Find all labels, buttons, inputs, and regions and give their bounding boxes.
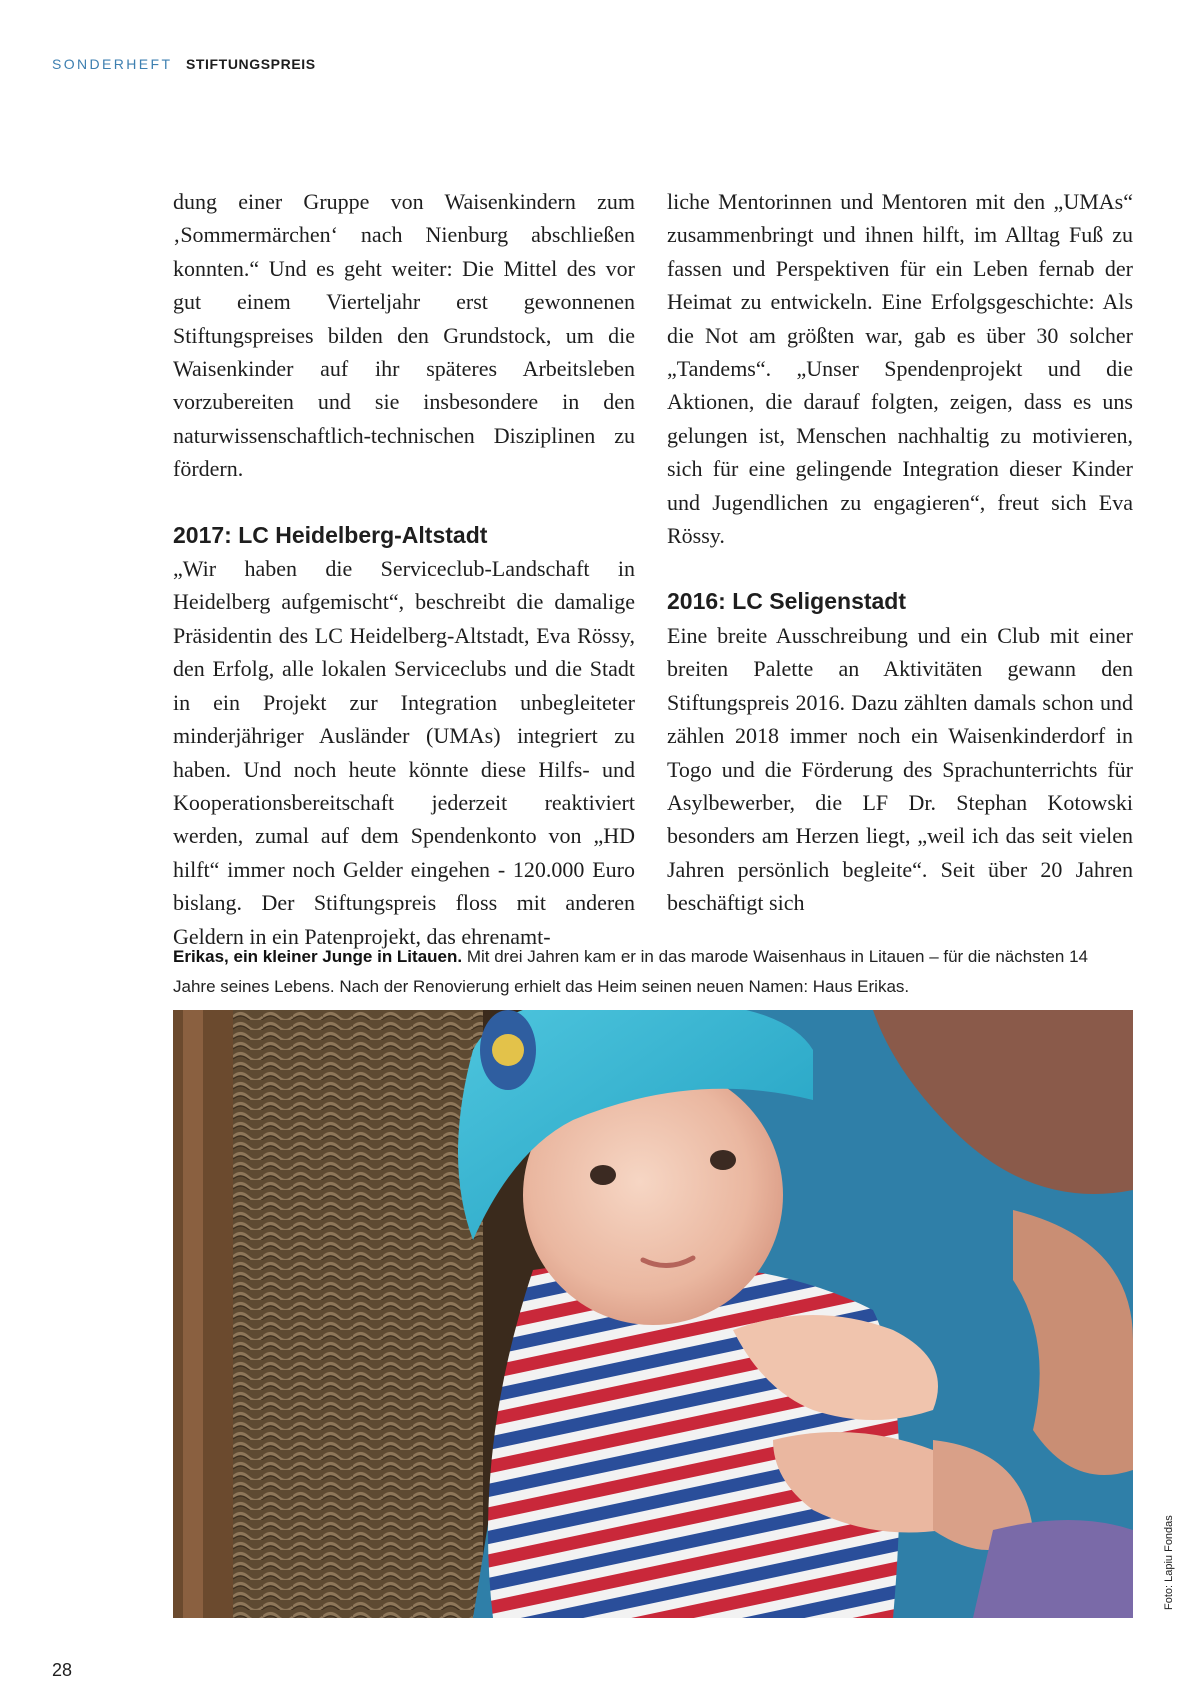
photo-child-erikas bbox=[173, 1010, 1133, 1618]
right-paragraph-2: Eine breite Ausschreibung und ein Club mit einer breiten Palette an Aktivitäten gewann den Stiftungspreis 2016. Dazu zählten damals schon und zählen 2018 immer noch ein Waisenkinderdorf in Togo und die Förderung des Sprachunterrichts für Asylbewerber, die LF Dr. Stephan Kotowski besonders am Herzen liegt, „weil ich das seit vielen Jahren persönlich begleite“. Seit über 20 Jahren beschäftigt sich bbox=[667, 622, 1133, 916]
running-header bbox=[52, 56, 316, 72]
heading-2017: 2017: LC Heidelberg-Altstadt bbox=[173, 521, 488, 548]
left-paragraph-2: „Wir haben die Serviceclub-Landschaft in Heidelberg aufgemischt“, beschreibt die damalige Präsidentin des LC Heidelberg-Altstadt, Eva Rössy, den Erfolg, alle lokalen Serviceclubs und die Stadt in ein Projekt zur Integration unbegleiteter minderjähriger Ausländer (UMAs) integriert zu haben. Und noch heute könnte diese Hilfs- und Kooperationsbereitschaft jederzeit reaktiviert werden, zumal auf dem Spendenkonto von „HD hilft“ immer noch Gelder eingehen - 120.000 Euro bislang. Der Stiftungspreis floss mit anderen Geldern in ein Patenprojekt, das ehrenamt- bbox=[173, 556, 635, 949]
left-paragraph-1: dung einer Gruppe von Waisenkindern zum ‚Sommermärchen‘ nach Nienburg abschließen konnten.“ Und es geht weiter: Die Mittel des vor gut einem Vierteljahr erst gewonnenen Stiftungspreises bilden den Grundstock, um die Waisenkinder auf ihr späteres Arbeitsleben vorzubereiten und sie insbesondere in den naturwissenschaftlich-technischen Disziplinen zu fördern. bbox=[173, 189, 635, 482]
right-column bbox=[667, 185, 1133, 920]
page-number: 28 bbox=[52, 1660, 73, 1680]
heading-2016: 2016: LC Seligenstadt bbox=[667, 588, 907, 615]
right-paragraph-1: liche Mentorinnen und Mentoren mit den „UMAs“ zusammenbringt und ihnen hilft, im Alltag Fuß zu fassen und Perspektiven für ein Leben fernab der Heimat zu entwickeln. Eine Erfolgsgeschichte: Als die Not am größten war, gab es über 30 solcher „Tandems“. „Unser Spendenprojekt und die Aktionen, die darauf folgten, zeigen, dass es uns gelungen ist, Menschen nachhaltig zu motivieren, sich für eine gelingende Integration dieser Kinder und Jugendlichen zu engagieren“, freut sich Eva Rössy. bbox=[667, 189, 1133, 549]
header-section: SONDERHEFT bbox=[52, 56, 173, 72]
photo-caption bbox=[173, 942, 1133, 1002]
photo-credit: Foto: Lapiu Fondas bbox=[1163, 1515, 1175, 1610]
caption-text: Mit drei Jahren kam er in das marode Waisenhaus in Litauen – für die nächsten 14 Jahre seines Lebens. Nach der Renovierung erhielt das Heim seinen neuen Namen: Haus Erikas. bbox=[173, 947, 1088, 996]
left-column bbox=[173, 185, 635, 953]
caption-title: Erikas, ein kleiner Junge in Litauen. bbox=[173, 947, 463, 966]
header-topic: STIFTUNGSPREIS bbox=[185, 56, 316, 72]
